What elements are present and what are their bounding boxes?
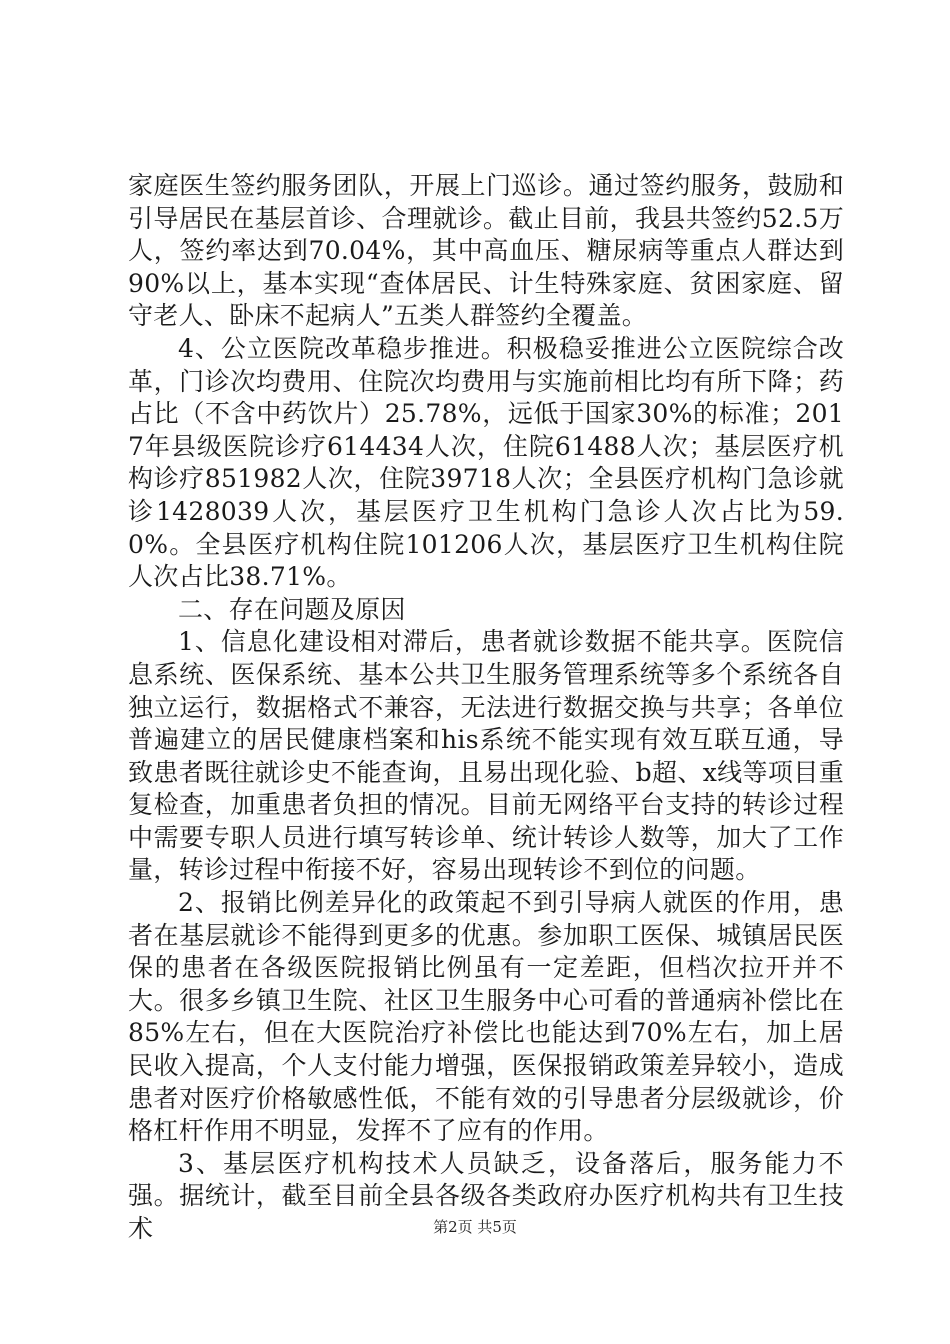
paragraph-2: 4、公立医院改革稳步推进。积极稳妥推进公立医院综合改革，门诊次均费用、住院次均费用与实施前相比均有所下降；药占比（不含中药饮片）25.78%，远低于国家30%的标准；2017年县级医院诊疗614434人次，住院61488人次；基层医疗机构诊疗851982人次，住院39718人次；全县医疗机构门急诊就诊1428039人次，基层医疗卫生机构门急诊人次占比为59.0%。全县医疗机构住院101206人次，基层医疗卫生机构住院人次占比38.71%。 <box>128 333 844 592</box>
paragraph-5: 3、基层医疗机构技术人员缺乏，设备落后，服务能力不强。据统计，截至目前全县各级各类政府办医疗机构共有卫生技术 <box>128 1148 844 1243</box>
paragraph-1: 家庭医生签约服务团队，开展上门巡诊。通过签约服务，鼓励和引导居民在基层首诊、合理就诊。截止目前，我县共签约52.5万人，签约率达到70.04%，其中高血压、糖尿病等重点人群达到90%以上，基本实现“查体居民、计生特殊家庭、贫困家庭、留守老人、卧床不起病人”五类人群签约全覆盖。 <box>128 171 844 331</box>
section-heading: 二、存在问题及原因 <box>178 594 406 624</box>
page-footer: 第2页 共5页 <box>433 1218 517 1236</box>
document-body <box>128 170 844 1246</box>
paragraph-4: 2、报销比例差异化的政策起不到引导病人就医的作用，患者在基层就诊不能得到更多的优惠。参加职工医保、城镇居民医保的患者在各级医院报销比例虽有一定差距，但档次拉开并不大。很多乡镇卫生院、社区卫生服务中心可看的普通病补偿比在85%左右，但在大医院治疗补偿比也能达到70%左右，加上居民收入提高，个人支付能力增强，医保报销政策差异较小，造成患者对医疗价格敏感性低，不能有效的引导患者分层级就诊，价格杠杆作用不明显，发挥不了应有的作用。 <box>128 888 844 1146</box>
paragraph-3: 1、信息化建设相对滞后，患者就诊数据不能共享。医院信息系统、医保系统、基本公共卫生服务管理系统等多个系统各自独立运行，数据格式不兼容，无法进行数据交换与共享；各单位普遍建立的居民健康档案和his系统不能实现有效互联互通，导致患者既往就诊史不能查询，且易出现化验、b超、x线等项目重复检查，加重患者负担的情况。目前无网络平台支持的转诊过程中需要专职人员进行填写转诊单、统计转诊人数等，加大了工作量，转诊过程中衔接不好，容易出现转诊不到位的问题。 <box>128 627 844 885</box>
